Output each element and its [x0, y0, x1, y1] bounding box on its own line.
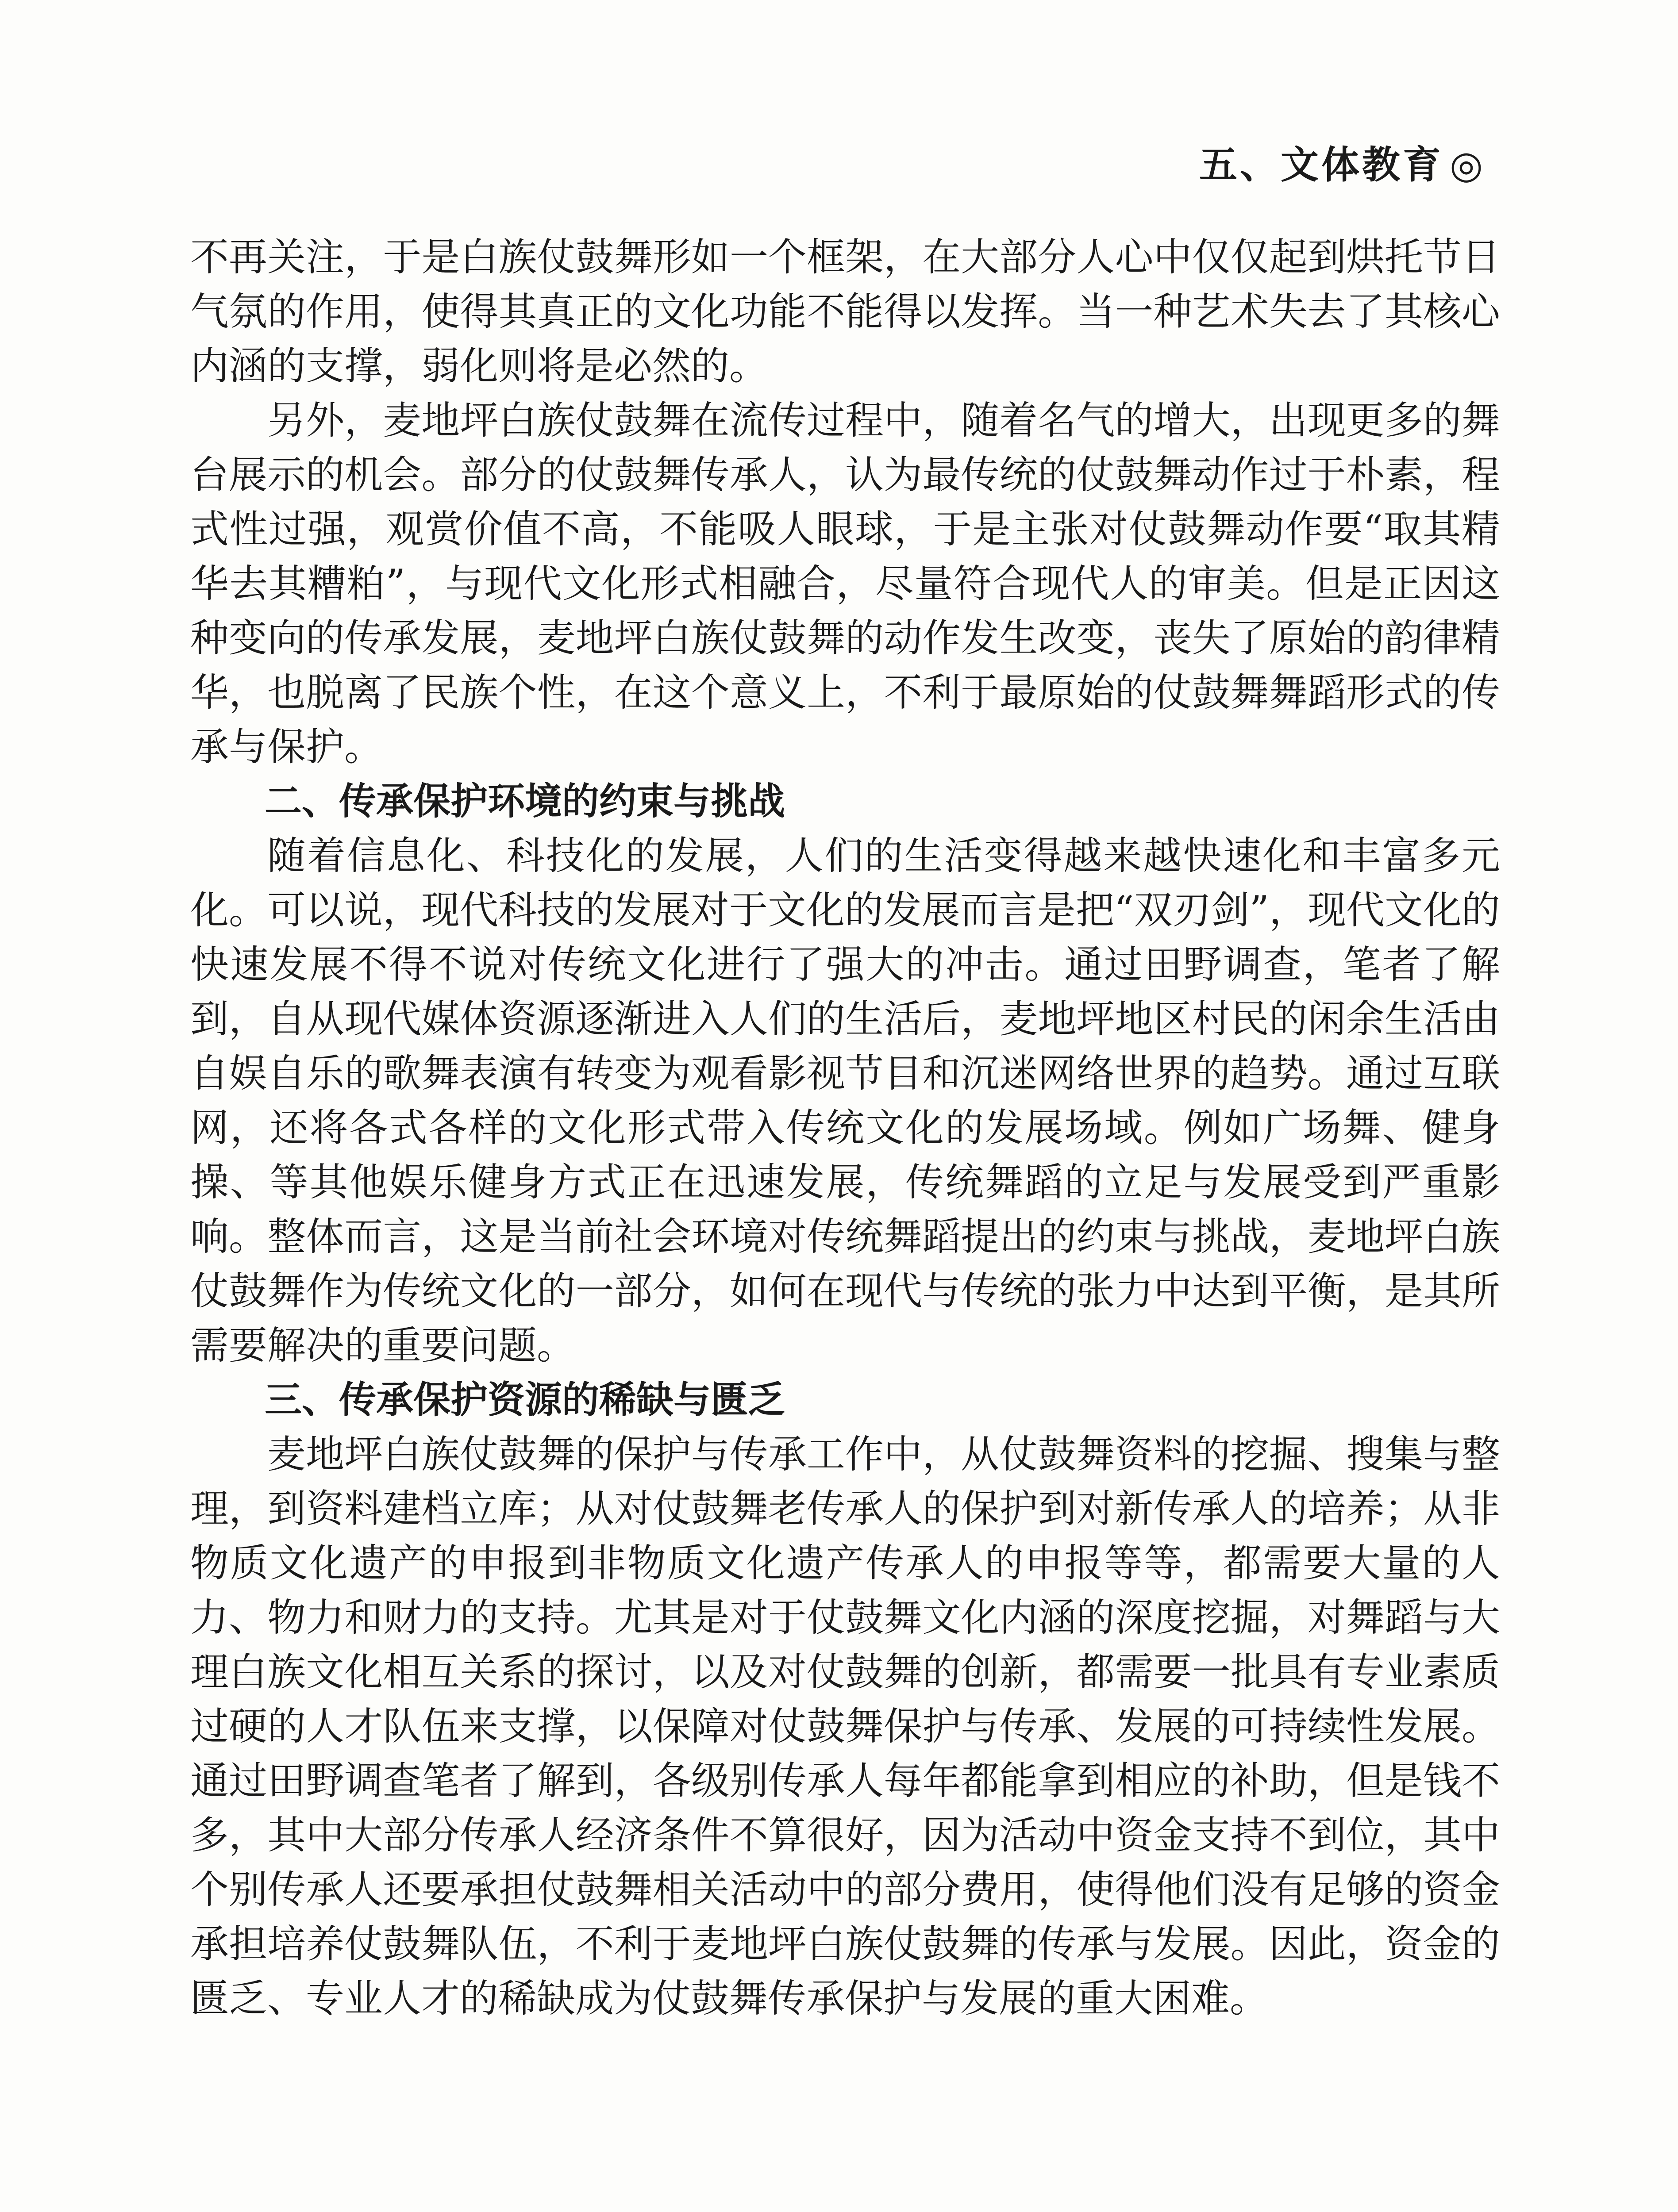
section-title: 五、文体教育 [1199, 142, 1443, 187]
double-circle-icon: ◎ [1449, 143, 1486, 187]
section-heading-environment: 二、传承保护环境的约束与挑战 [265, 780, 785, 823]
running-header [1199, 142, 1486, 187]
paragraph-environment: 随着信息化、科技化的发展，人们的生活变得越来越快速化和丰富多元化。可以说，现代科技的发展对于文化的发展而言是把“双刃剑”，现代文化的快速发展不得不说对传统文化进行了强大的冲击。通过田野调查，笔者了解到，自从现代媒体资源逐渐进入人们的生活后，麦地坪地区村民的闲余生活由自娱自乐的歌舞表演有转变为观看影视节目和沉迷网络世界的趋势。通过互联网，还将各式各样的文化形式带入传统文化的发展场域。例如广场舞、健身操、等其他娱乐健身方式正在迅速发展，传统舞蹈的立足与发展受到严重影响。整体而言，这是当前社会环境对传统舞蹈提出的约束与挑战，麦地坪白族仗鼓舞作为传统文化的一部分，如何在现代与传统的张力中达到平衡，是其所需要解决的重要问题。 [190, 833, 1500, 1368]
paragraph-resources: 麦地坪白族仗鼓舞的保护与传承工作中，从仗鼓舞资料的挖掘、搜集与整理，到资料建档立库；从对仗鼓舞老传承人的保护到对新传承人的培养；从非物质文化遗产的申报到非物质文化遗产传承人的申报等等，都需要大量的人力、物力和财力的支持。尤其是对于仗鼓舞文化内涵的深度挖掘，对舞蹈与大理白族文化相互关系的探讨，以及对仗鼓舞的创新，都需要一批具有专业素质过硬的人才队伍来支撑，以保障对仗鼓舞保护与传承、发展的可持续性发展。通过田野调查笔者了解到，各级别传承人每年都能拿到相应的补助，但是钱不多，其中大部分传承人经济条件不算很好，因为活动中资金支持不到位，其中个别传承人还要承担仗鼓舞相关活动中的部分费用，使得他们没有足够的资金承担培养仗鼓舞队伍，不利于麦地坪白族仗鼓舞的传承与发展。因此，资金的匮乏、专业人才的稀缺成为仗鼓舞传承保护与发展的重大困难。 [190, 1432, 1500, 2021]
body-text [190, 230, 1500, 2026]
paragraph-stage-adaptation: 另外，麦地坪白族仗鼓舞在流传过程中，随着名气的增大，出现更多的舞台展示的机会。部分的仗鼓舞传承人，认为最传统的仗鼓舞动作过于朴素，程式性过强，观赏价值不高，不能吸人眼球，于是主张对仗鼓舞动作要“取其精华去其糟粕”，与现代文化形式相融合，尽量符合现代人的审美。但是正因这种变向的传承发展，麦地坪白族仗鼓舞的动作发生改变，丧失了原始的韵律精华，也脱离了民族个性，在这个意义上，不利于最原始的仗鼓舞舞蹈形式的传承与保护。 [190, 398, 1500, 769]
paragraph-continued: 不再关注，于是白族仗鼓舞形如一个框架，在大部分人心中仅仅起到烘托节日气氛的作用，使得其真正的文化功能不能得以发挥。当一种艺术失去了其核心内涵的支撑，弱化则将是必然的。 [190, 234, 1500, 388]
section-heading-resources: 三、传承保护资源的稀缺与匮乏 [265, 1378, 785, 1421]
